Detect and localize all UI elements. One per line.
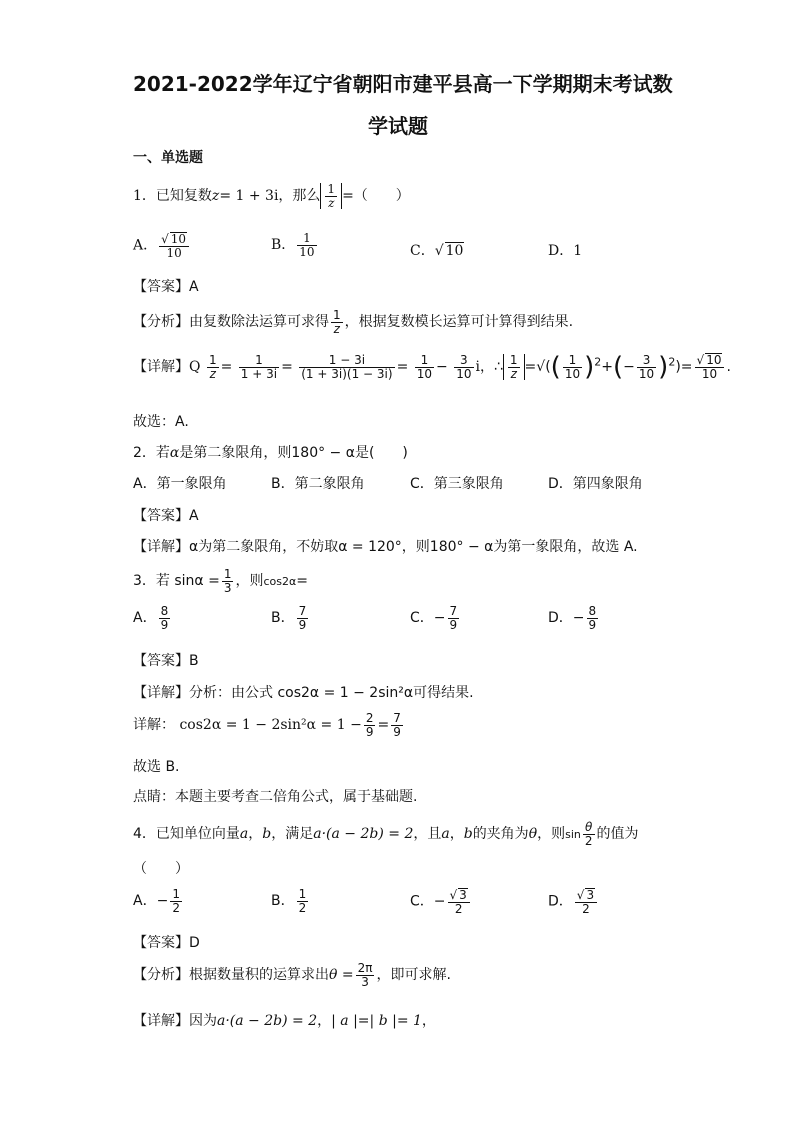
q1-z: z xyxy=(211,188,220,205)
question-4-stem: 4．已知单位向量a，b，满足a·(a − 2b) = 2，且a，b的夹角为θ，则sin $\frac{\theta}{2}$ 的值为 xyxy=(133,820,639,848)
q4-option-a: A．− $\frac{1}{2}$ xyxy=(133,887,180,915)
q4-detail: 【详解】因为a·(a − 2b) = 2，| a |=| b |= 1， xyxy=(133,1013,436,1029)
q4-analysis: 【分析】根据数量积的运算求出θ = $\frac{2\pi}{3}$ ，即可求解. xyxy=(133,961,451,989)
q1-eq: = 1 + 3i xyxy=(219,188,279,205)
q1-detail: 【详解】Q $\frac{1}{z}$ = $\frac{1}{1 + 3i}$ = $\frac{1 - 3i}{(1 + 3i)(1 - 3i)}$ = $\frac{1}{10}$ − $\frac{3}{10}$ i，∴ $\frac{1}{z}$ =√(( $\frac{1}{10}$ )$^2$+(− $\frac{3}{10}$ )$^2$)= $\frac{√ 10}{10}$ . xyxy=(133,352,731,382)
q1-conclusion: 故选：A. xyxy=(133,414,189,430)
q1-text-a: 1．已知复数 xyxy=(133,188,212,205)
q3-work: 详解： cos2α = 1 − 2sin²α = 1 − $\frac{2}{9}$ = $\frac{7}{9}$ xyxy=(133,711,401,739)
q3-option-c: C．− $\frac{7}{9}$ xyxy=(410,604,458,632)
q2-option-d: D．第四象限角 xyxy=(548,476,643,492)
question-1-stem xyxy=(133,183,410,209)
q1-option-d: D．1 xyxy=(548,243,583,259)
section-heading: 一、单选题 xyxy=(133,150,203,166)
doc-title-line2: 学试题 xyxy=(368,114,428,138)
q1-text-b: ，那么 xyxy=(278,188,321,205)
q3-option-d: D．− $\frac{8}{9}$ xyxy=(548,604,597,632)
q2-option-c: C．第三象限角 xyxy=(410,476,504,492)
q1-analysis: 【分析】由复数除法运算可求得 $\frac{1}{z}$ ，根据复数模长运算可计算得到结果. xyxy=(133,308,574,336)
q3-answer: 【答案】B xyxy=(133,653,199,669)
q3-detail: 【详解】分析：由公式 cos2α = 1 − 2sin²α可得结果. xyxy=(133,685,474,701)
q2-detail: 【详解】α为第二象限角，不妨取α = 120°，则180° − α为第一象限角，故选 A. xyxy=(133,539,638,555)
question-3-stem: 3．若 sinα = $\frac{1}{3}$ ，则cos2α= xyxy=(133,567,308,595)
q2-option-b: B．第二象限角 xyxy=(271,476,365,492)
q3-option-a: A． $\frac{8}{9}$ xyxy=(133,604,169,632)
question-2-stem: 2．若α是第二象限角，则180° − α是( ) xyxy=(133,445,408,461)
q4-answer: 【答案】D xyxy=(133,935,200,951)
q4-option-d: D． $\frac{√ 3}{2}$ xyxy=(548,888,599,915)
q2-option-a: A．第一象限角 xyxy=(133,476,227,492)
doc-title-line1: 2021-2022学年辽宁省朝阳市建平县高一下学期期末考试数 xyxy=(133,72,673,96)
q3-conclusion: 故选 B. xyxy=(133,759,180,775)
q1-option-a: A． $\frac{√ 10}{10}$ xyxy=(133,232,191,259)
q4-paren: （ ） xyxy=(133,861,189,877)
q1-option-b: B． $\frac{1}{10}$ xyxy=(271,231,315,259)
q1-option-c: C．√ 10 xyxy=(410,243,464,259)
q4-option-b: B． $\frac{1}{2}$ xyxy=(271,887,307,915)
q3-option-b: B． $\frac{7}{9}$ xyxy=(271,604,307,632)
q2-answer: 【答案】A xyxy=(133,508,199,524)
q4-option-c: C．− $\frac{√ 3}{2}$ xyxy=(410,888,472,915)
q3-comment: 点睛：本题主要考查二倍角公式，属于基础题. xyxy=(133,789,418,805)
q1-answer: 【答案】A xyxy=(133,279,199,295)
q1-paren: =（ ） xyxy=(342,188,410,205)
q1-abs-frac: $\frac{1}{z}$ xyxy=(320,183,342,209)
